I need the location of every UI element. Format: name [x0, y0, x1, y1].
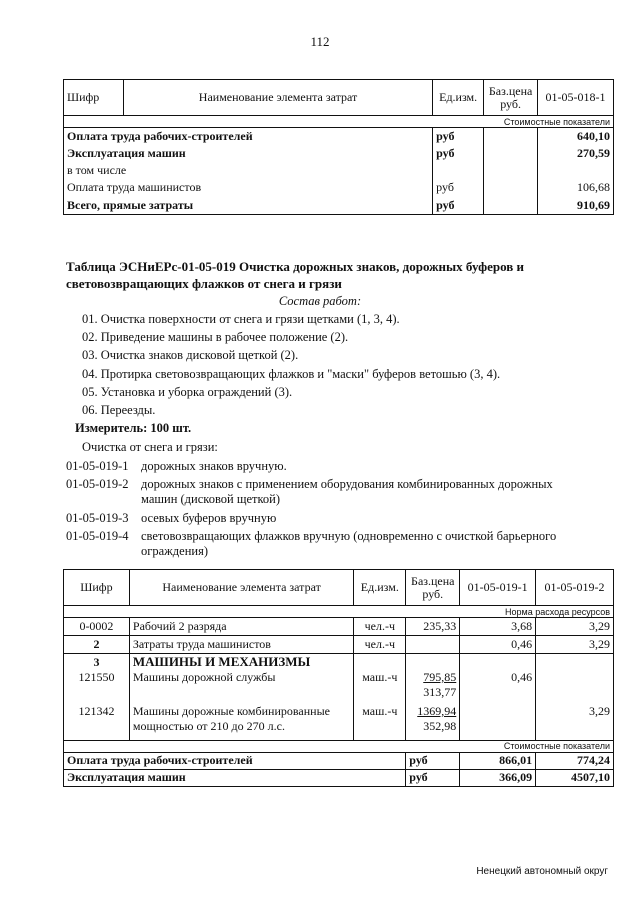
header-name: Наименование элемента затрат: [123, 80, 432, 116]
table-row: в том числе: [64, 162, 614, 179]
composition-heading: Состав работ:: [278, 294, 362, 308]
table-title-line1: Таблица ЭСНиЕРс-01-05-019 Очистка дорожных знаков, дорожных буферов и: [66, 259, 525, 274]
item-text-cont: машин (дисковой щеткой): [141, 492, 281, 506]
meter-label: Измеритель: 100 шт.: [75, 421, 192, 435]
item-text: дорожных знаков с применением оборудования комбинированных дорожных: [141, 477, 553, 491]
table-row: Оплата труда рабочих-строителей руб 866,01 774,24: [64, 752, 614, 769]
work-item: 04. Протирка световозвращающих флажков и "маски" буферов ветошью (3, 4).: [82, 367, 501, 381]
item-code: 01-05-019-2: [66, 477, 129, 491]
cost-table-1: [63, 79, 614, 215]
table-row: 2 Затраты труда машинистов чел.-ч 0,46 3,29: [64, 636, 614, 654]
item-text-cont: ограждения): [141, 544, 209, 558]
table-row: 0-0002 Рабочий 2 разряда чел.-ч 235,33 3,68 3,29: [64, 618, 614, 636]
table-row: 121342 Машины дорожные комбинированные мощностью от 210 до 270 л.с. маш.-ч 1369,94 352,98 3,29: [64, 704, 614, 740]
item-code: 01-05-019-4: [66, 529, 129, 543]
item-code: 01-05-019-3: [66, 511, 129, 525]
item-text: дорожных знаков вручную.: [141, 459, 287, 473]
header-code: Шифр: [64, 80, 124, 116]
resource-table-2: [63, 569, 614, 787]
table-row: Эксплуатация машин руб 270,59: [64, 145, 614, 162]
header-price: Баз.цена руб.: [406, 570, 460, 606]
table-title-line2: световозвращающих флажков от снега и грязи: [66, 276, 342, 291]
section-label: Стоимостные показатели: [64, 116, 614, 128]
header-code: Шифр: [64, 570, 130, 606]
item-code: 01-05-019-1: [66, 459, 129, 473]
work-item: 02. Приведение машины в рабочее положение (2).: [82, 330, 349, 344]
item-text: осевых буферов вручную: [141, 511, 277, 525]
work-item: 05. Установка и уборка ограждений (3).: [82, 385, 293, 399]
footer-region: Ненецкий автономный округ: [476, 866, 608, 877]
work-item: 06. Переезды.: [82, 403, 156, 417]
work-item: 01. Очистка поверхности от снега и грязи щетками (1, 3, 4).: [82, 312, 400, 326]
clean-heading: Очистка от снега и грязи:: [82, 440, 218, 454]
table-row: Оплата труда рабочих-строителей руб 640,10: [64, 128, 614, 145]
header-unit: Ед.изм.: [433, 80, 484, 116]
header-price: Баз.цена руб.: [484, 80, 538, 116]
table-row: 121550 Машины дорожной службы маш.-ч 795,85 313,77 0,46: [64, 670, 614, 704]
table-row: 3 МАШИНЫ И МЕХАНИЗМЫ: [64, 654, 614, 671]
header-unit: Ед.изм.: [354, 570, 406, 606]
table-row: Эксплуатация машин руб 366,09 4507,10: [64, 769, 614, 786]
header-col1: 01-05-018-1: [538, 80, 614, 116]
section-label: Стоимостные показатели: [64, 740, 614, 752]
table-row: Всего, прямые затраты руб 910,69: [64, 197, 614, 215]
table-row: Оплата труда машинистов руб 106,68: [64, 179, 614, 197]
header-col2: 01-05-019-2: [536, 570, 614, 606]
section-label: Норма расхода ресурсов: [64, 606, 614, 618]
item-text: световозвращающих флажков вручную (одновременно с очисткой барьерного: [141, 529, 557, 543]
page-number: 112: [310, 34, 330, 49]
work-item: 03. Очистка знаков дисковой щеткой (2).: [82, 348, 299, 362]
header-name: Наименование элемента затрат: [129, 570, 353, 606]
header-col1: 01-05-019-1: [460, 570, 536, 606]
